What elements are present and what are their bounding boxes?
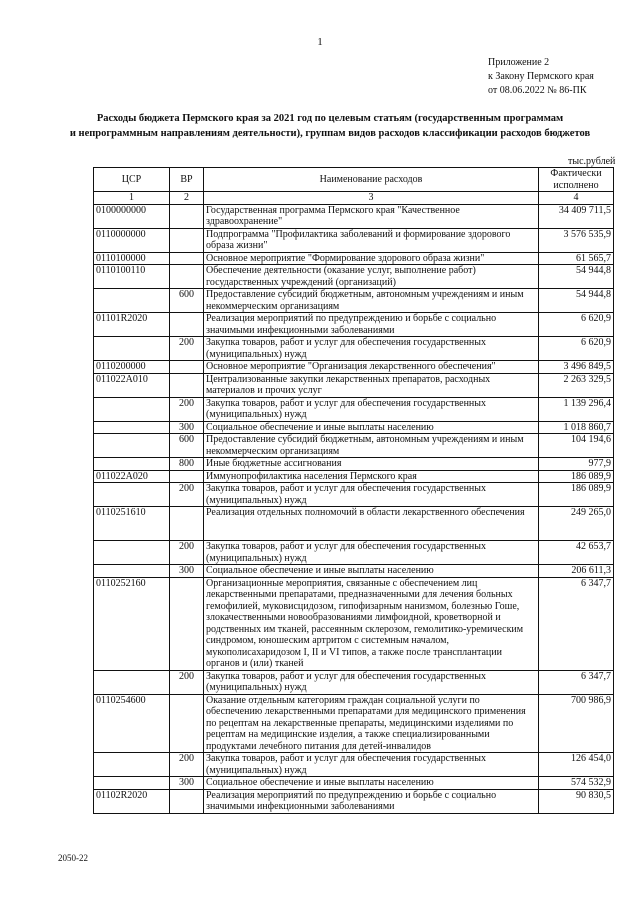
- amount-cell: 61 565,7: [539, 252, 614, 265]
- vr-cell: [170, 470, 204, 483]
- table-row: [94, 421, 614, 434]
- appendix-header: [488, 56, 594, 98]
- table-row: [94, 470, 614, 483]
- table-row: [94, 789, 614, 813]
- title-line-1: Расходы бюджета Пермского края за 2021 год по целевым статьям (государственным программам: [96, 113, 564, 124]
- vr-cell: [170, 507, 204, 541]
- appendix-line-1: Приложение 2: [488, 57, 550, 68]
- table-row: [94, 483, 614, 507]
- csr-cell: 0110251610: [94, 507, 170, 541]
- table-row: [94, 694, 614, 753]
- vr-cell: 200: [170, 670, 204, 694]
- csr-cell: [94, 777, 170, 790]
- amount-cell: 1 018 860,7: [539, 421, 614, 434]
- table-row: [94, 670, 614, 694]
- csr-cell: 01101R2020: [94, 313, 170, 337]
- name-cell: Социальное обеспечение и иные выплаты населению: [204, 777, 539, 790]
- vr-cell: 300: [170, 421, 204, 434]
- amount-cell: 104 194,6: [539, 434, 614, 458]
- amount-cell: 574 532,9: [539, 777, 614, 790]
- csr-cell: 0110254600: [94, 694, 170, 753]
- amount-cell: 6 347,7: [539, 670, 614, 694]
- vr-cell: 200: [170, 337, 204, 361]
- amount-cell: 6 620,9: [539, 337, 614, 361]
- table-row: [94, 252, 614, 265]
- table-row: [94, 458, 614, 471]
- table-row: [94, 777, 614, 790]
- vr-cell: [170, 313, 204, 337]
- table-row: [94, 361, 614, 374]
- csr-cell: [94, 434, 170, 458]
- name-cell: Иммунопрофилактика населения Пермского края: [204, 470, 539, 483]
- name-cell: Закупка товаров, работ и услуг для обеспечения государственных (муниципальных) нужд: [204, 753, 539, 777]
- header-name: Наименование расходов: [204, 168, 539, 192]
- vr-cell: [170, 694, 204, 753]
- name-cell: Реализация мероприятий по предупреждению и борьбе с социально значимыми инфекционными заболеваниями: [204, 313, 539, 337]
- table-row: [94, 289, 614, 313]
- vr-cell: [170, 228, 204, 252]
- vr-cell: 200: [170, 483, 204, 507]
- vr-cell: 200: [170, 397, 204, 421]
- csr-cell: [94, 565, 170, 578]
- amount-cell: 34 409 711,5: [539, 204, 614, 228]
- name-cell: Реализация отдельных полномочий в области лекарственного обеспечения: [204, 507, 539, 541]
- table-body: [94, 204, 614, 813]
- document-title: [40, 111, 620, 141]
- vr-cell: [170, 361, 204, 374]
- page-number: 1: [317, 36, 323, 48]
- name-cell: Предоставление субсидий бюджетным, автономным учреждениям и иным некоммерческим организациям: [204, 434, 539, 458]
- name-cell: Закупка товаров, работ и услуг для обеспечения государственных (муниципальных) нужд: [204, 541, 539, 565]
- table-row: [94, 204, 614, 228]
- amount-cell: 249 265,0: [539, 507, 614, 541]
- column-number: 4: [539, 192, 614, 205]
- table-row: [94, 541, 614, 565]
- name-cell: Реализация мероприятий по предупреждению и борьбе с социально значимыми инфекционными заболеваниями: [204, 789, 539, 813]
- vr-cell: [170, 789, 204, 813]
- table-row: [94, 507, 614, 541]
- csr-cell: 0110100000: [94, 252, 170, 265]
- amount-cell: 6 347,7: [539, 577, 614, 670]
- title-line-2: и непрограммным направлениям деятельности), группам видов расходов классификации расходов бюджетов: [69, 128, 591, 139]
- table-row: [94, 373, 614, 397]
- header-vr: ВР: [170, 168, 204, 192]
- table-row: [94, 434, 614, 458]
- csr-cell: [94, 483, 170, 507]
- amount-cell: 977,9: [539, 458, 614, 471]
- csr-cell: [94, 753, 170, 777]
- header-csr: ЦСР: [94, 168, 170, 192]
- amount-cell: 3 576 535,9: [539, 228, 614, 252]
- amount-cell: 1 139 296,4: [539, 397, 614, 421]
- footer-code: 2050-22: [58, 853, 88, 863]
- amount-cell: 700 986,9: [539, 694, 614, 753]
- amount-cell: 3 496 849,5: [539, 361, 614, 374]
- csr-cell: 011022А010: [94, 373, 170, 397]
- name-cell: Предоставление субсидий бюджетным, автономным учреждениям и иным некоммерческим организациям: [204, 289, 539, 313]
- csr-cell: [94, 289, 170, 313]
- header-amount: Фактически исполнено: [539, 168, 614, 192]
- csr-cell: 0110000000: [94, 228, 170, 252]
- unit-label: тыс.рублей: [568, 156, 616, 167]
- amount-cell: 186 089,9: [539, 483, 614, 507]
- appendix-line-2: к Закону Пермского края: [488, 71, 594, 82]
- vr-cell: [170, 577, 204, 670]
- vr-cell: 300: [170, 777, 204, 790]
- csr-cell: 0110100110: [94, 265, 170, 289]
- csr-cell: [94, 337, 170, 361]
- amount-cell: 90 830,5: [539, 789, 614, 813]
- amount-cell: 54 944,8: [539, 289, 614, 313]
- column-number-row: [94, 192, 614, 205]
- table-row: [94, 753, 614, 777]
- table-row: [94, 565, 614, 578]
- vr-cell: [170, 252, 204, 265]
- amount-cell: 2 263 329,5: [539, 373, 614, 397]
- amount-cell: 54 944,8: [539, 265, 614, 289]
- vr-cell: 800: [170, 458, 204, 471]
- amount-cell: 42 653,7: [539, 541, 614, 565]
- vr-cell: 300: [170, 565, 204, 578]
- name-cell: Обеспечение деятельности (оказание услуг, выполнение работ) государственных учреждений (организаций): [204, 265, 539, 289]
- name-cell: Закупка товаров, работ и услуг для обеспечения государственных (муниципальных) нужд: [204, 670, 539, 694]
- name-cell: Основное мероприятие "Формирование здорового образа жизни": [204, 252, 539, 265]
- csr-cell: 0100000000: [94, 204, 170, 228]
- vr-cell: 200: [170, 753, 204, 777]
- name-cell: Организационные мероприятия, связанные с обеспечением лиц лекарственными препаратами, предназначенными для лечения больных гемофилией, муковисцидозом, гипофизарным нанизмом, болезнью Гоше, злокачественными новообразованиями лимфоидной, кроветворной и родственных им тканей, рассеянным склерозом, гемолитико-уремическим синдромом, юношеским артритом с системным началом, мукополисахаридозом I, II и VI типов, а также после трансплантации органов и (или) тканей: [204, 577, 539, 670]
- column-number: 1: [94, 192, 170, 205]
- vr-cell: [170, 265, 204, 289]
- name-cell: Государственная программа Пермского края "Качественное здравоохранение": [204, 204, 539, 228]
- vr-cell: 600: [170, 434, 204, 458]
- vr-cell: 600: [170, 289, 204, 313]
- table-row: [94, 577, 614, 670]
- csr-cell: 01102R2020: [94, 789, 170, 813]
- csr-cell: 011022А020: [94, 470, 170, 483]
- amount-cell: 206 611,3: [539, 565, 614, 578]
- name-cell: Социальное обеспечение и иные выплаты населению: [204, 565, 539, 578]
- csr-cell: [94, 541, 170, 565]
- vr-cell: [170, 204, 204, 228]
- name-cell: Подпрограмма "Профилактика заболеваний и формирование здорового образа жизни": [204, 228, 539, 252]
- table-row: [94, 313, 614, 337]
- name-cell: Оказание отдельным категориям граждан социальной услуги по обеспечению лекарственными препаратами для медицинского применения по рецептам на лекарственные препараты, медицинскими изделиями по рецептам на медицинские изделия, а также специализированными продуктами лечебного питания для детей-инвалидов: [204, 694, 539, 753]
- name-cell: Иные бюджетные ассигнования: [204, 458, 539, 471]
- header-row: [94, 168, 614, 192]
- vr-cell: 200: [170, 541, 204, 565]
- appendix-line-3: от 08.06.2022 № 86-ПК: [488, 85, 587, 96]
- name-cell: Основное мероприятие "Организация лекарственного обеспечения": [204, 361, 539, 374]
- amount-cell: 186 089,9: [539, 470, 614, 483]
- table-row: [94, 397, 614, 421]
- table-row: [94, 265, 614, 289]
- csr-cell: 0110252160: [94, 577, 170, 670]
- name-cell: Закупка товаров, работ и услуг для обеспечения государственных (муниципальных) нужд: [204, 337, 539, 361]
- column-number: 2: [170, 192, 204, 205]
- csr-cell: [94, 421, 170, 434]
- name-cell: Централизованные закупки лекарственных препаратов, расходных материалов и прочих услуг: [204, 373, 539, 397]
- amount-cell: 6 620,9: [539, 313, 614, 337]
- csr-cell: [94, 458, 170, 471]
- table-row: [94, 337, 614, 361]
- name-cell: Закупка товаров, работ и услуг для обеспечения государственных (муниципальных) нужд: [204, 397, 539, 421]
- amount-cell: 126 454,0: [539, 753, 614, 777]
- name-cell: Закупка товаров, работ и услуг для обеспечения государственных (муниципальных) нужд: [204, 483, 539, 507]
- vr-cell: [170, 373, 204, 397]
- column-number: 3: [204, 192, 539, 205]
- name-cell: Социальное обеспечение и иные выплаты населению: [204, 421, 539, 434]
- csr-cell: [94, 397, 170, 421]
- table-row: [94, 228, 614, 252]
- csr-cell: 0110200000: [94, 361, 170, 374]
- budget-table: [93, 167, 614, 814]
- csr-cell: [94, 670, 170, 694]
